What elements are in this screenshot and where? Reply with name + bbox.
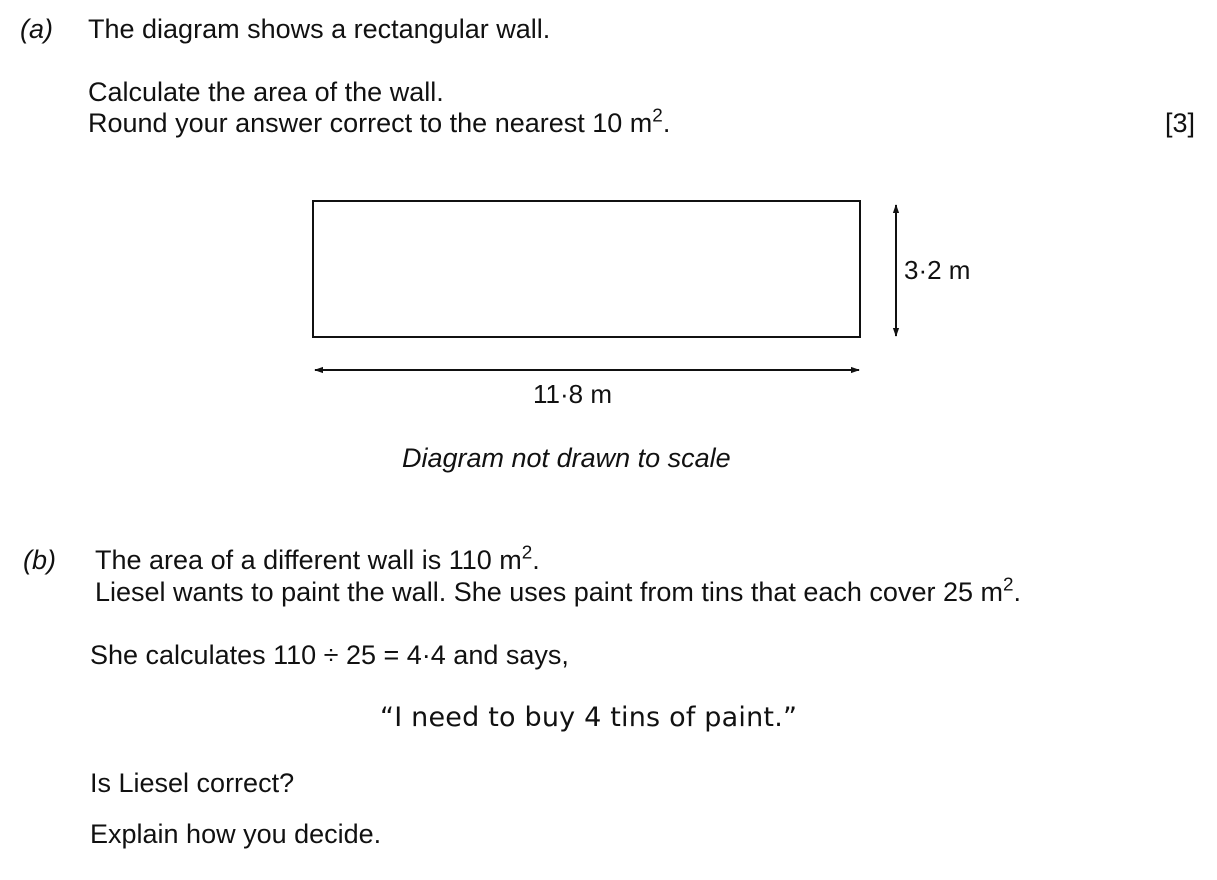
instruction-2-suffix: .	[662, 108, 671, 138]
part-a-marks: [3]	[1164, 108, 1195, 138]
part-a-intro: The diagram shows a rectangular wall.	[88, 14, 551, 44]
part-b-question: Is Liesel correct?	[90, 768, 295, 798]
part-b-line-1	[95, 542, 540, 575]
width-label: 11·8 m	[533, 379, 612, 409]
instruction-2-text: Round your answer correct to the nearest 10 m	[88, 108, 653, 138]
part-a-label: (a)	[20, 14, 53, 44]
part-b-line-2	[95, 574, 1022, 607]
diagram-caption: Diagram not drawn to scale	[402, 443, 731, 473]
instruction-2-sup: 2	[652, 105, 663, 127]
part-b-label: (b)	[23, 545, 56, 575]
line-2-suffix: .	[1013, 577, 1022, 607]
part-b-calculation: She calculates 110 ÷ 25 = 4·4 and says,	[90, 640, 569, 670]
line-1-suffix: .	[532, 545, 540, 575]
line-2-sup: 2	[1002, 574, 1014, 596]
wall-rectangle	[313, 201, 860, 337]
liesel-quote: “I need to buy 4 tins of paint.”	[380, 702, 798, 733]
line-1-sup: 2	[521, 542, 533, 564]
part-a-instruction-1: Calculate the area of the wall.	[88, 77, 444, 107]
line-1-text: The area of a different wall is 110 m	[95, 545, 522, 575]
part-b-explain: Explain how you decide.	[90, 819, 382, 849]
height-label: 3·2 m	[904, 255, 971, 285]
line-2-text: Liesel wants to paint the wall. She uses paint from tins that each cover 25 m	[95, 577, 1003, 607]
